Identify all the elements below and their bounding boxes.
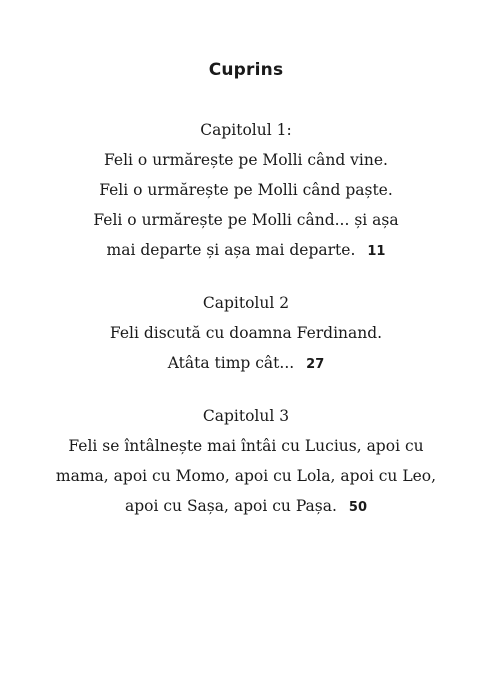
page-number: 11 (367, 244, 386, 259)
chapter-description-last-line (0, 491, 492, 523)
chapter-description-line: apoi cu Sașa, apoi cu Pașa. (124, 497, 337, 515)
chapter-heading: Capitolul 2 (202, 294, 290, 312)
chapter-description-line: Feli o urmărește pe Molli când vine. (104, 151, 388, 169)
chapter-heading: Capitolul 3 (202, 407, 290, 425)
toc-entry-chapter-1 (0, 115, 492, 267)
chapter-heading: Capitolul 1: (200, 121, 292, 139)
chapter-description-line: Atâta timp cât... (167, 354, 295, 372)
page-title: Cuprins (208, 60, 284, 80)
chapter-description-last-line (0, 348, 492, 380)
chapter-description-line: Feli discută cu doamna Ferdinand. (109, 324, 383, 342)
chapter-description-line: Feli o urmărește pe Molli când... și așa (93, 211, 399, 229)
chapter-description-line: mai departe și așa mai departe. (106, 241, 356, 259)
toc-entry-chapter-3 (0, 401, 492, 523)
chapter-description-line: mama, apoi cu Momo, apoi cu Lola, apoi cu Leo, (55, 467, 437, 485)
chapter-description-line: Feli se întâlnește mai întâi cu Lucius, apoi cu (68, 437, 424, 455)
chapter-description-last-line (0, 235, 492, 267)
page-number: 27 (306, 357, 325, 372)
toc-entry-chapter-2 (0, 288, 492, 380)
chapter-description-line: Feli o urmărește pe Molli când paște. (99, 181, 393, 199)
page-number: 50 (348, 500, 368, 515)
